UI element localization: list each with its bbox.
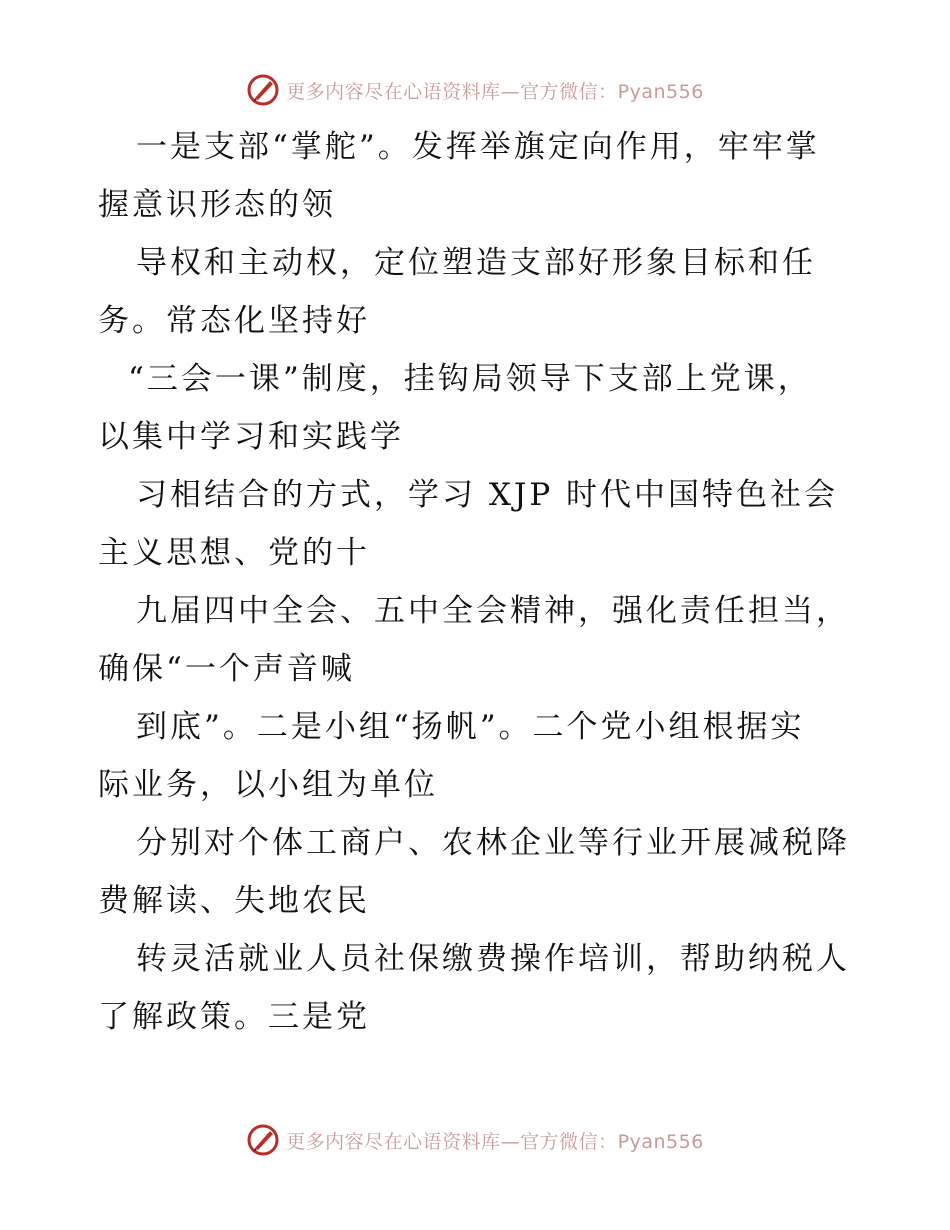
text-line: 确保“一个声音喊: [98, 651, 355, 687]
text-line: “三会一课”制度，挂钩局领导下支部上党课，: [128, 361, 812, 397]
text-line: 习相结合的方式，学习 XJP 时代中国特色社会: [136, 477, 839, 513]
text-line: 费解读、失地农民: [98, 883, 370, 919]
text-line: 转灵活就业人员社保缴费操作培训，帮助纳税人: [136, 941, 850, 977]
text-line: 了解政策。三是党: [98, 999, 370, 1035]
watermark-text: 更多内容尽在心语资料库—官方微信：Pyan556: [286, 80, 704, 103]
document-body: [0, 118, 950, 1046]
feather-pen-logo-icon: [246, 73, 280, 107]
text-line: 分别对个体工商户、农林企业等行业开展减税降: [136, 825, 850, 861]
feather-pen-logo-icon: [246, 1123, 280, 1157]
text-line: 以集中学习和实践学: [98, 419, 404, 455]
text-line: 导权和主动权，定位塑造支部好形象目标和任: [136, 245, 816, 281]
text-line: 主义思想、党的十: [98, 535, 370, 571]
header-watermark: [0, 70, 950, 110]
text-line: 到底”。二是小组“扬帆”。二个党小组根据实: [136, 709, 805, 745]
text-line: 九届四中全会、五中全会精神，强化责任担当，: [136, 593, 850, 629]
footer-watermark: [0, 1120, 950, 1160]
text-line: 际业务，以小组为单位: [98, 767, 438, 803]
watermark-text: 更多内容尽在心语资料库—官方微信：Pyan556: [286, 1130, 704, 1153]
text-line: 握意识形态的领: [98, 187, 336, 223]
text-line: 务。常态化坚持好: [98, 303, 370, 339]
text-line: 一是支部“掌舵”。发挥举旗定向作用，牢牢掌: [136, 129, 820, 165]
